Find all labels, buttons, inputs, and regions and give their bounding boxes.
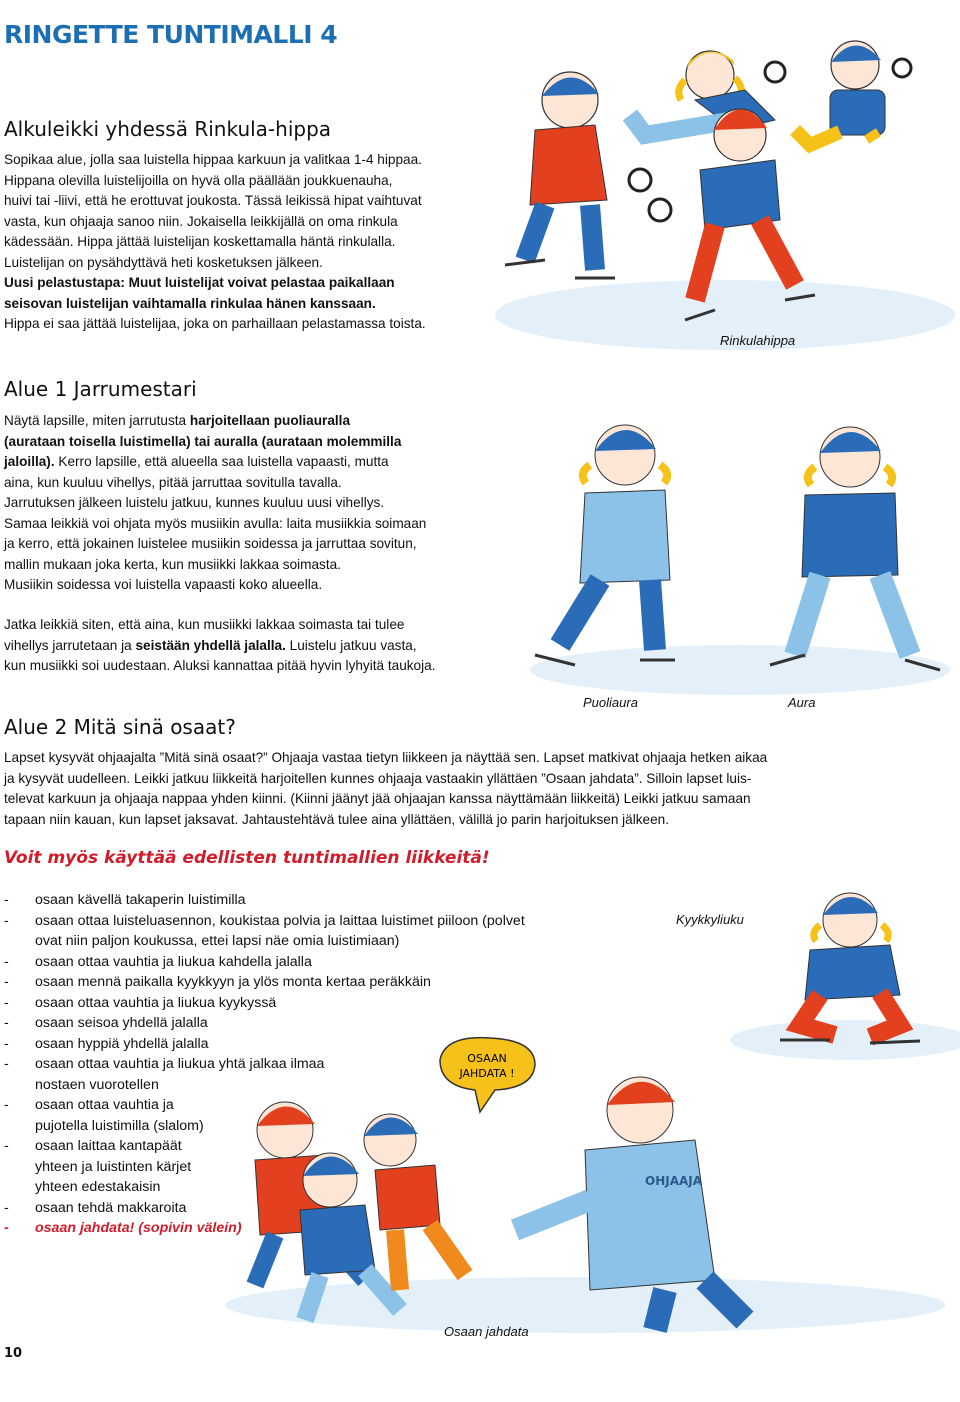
text-line-bold: seisovan luistelijan vaihtamalla rinkulaa hänen kanssaan. <box>4 295 376 311</box>
text-line: Hippa ei saa jättää luistelijaa, joka on parhaillaan pelastamassa toista. <box>4 316 426 331</box>
rinkulahippa-illustration <box>495 20 960 350</box>
text-line: tapaan niin kauan, kun lapset jaksavat. Jahtaustehtävä tulee aina yllättäen, välillä jo parin harjoituksen jälkeen. <box>4 811 670 827</box>
braking-illustration <box>530 415 955 695</box>
text-line: ja kysyvät uudelleen. Leikki jatkuu liikkeitä harjoitellen kunnes ohjaaja vastaakin yllättäen ”Osaan jahdata”. Silloin lapset luis- <box>4 770 752 786</box>
text-line <box>4 411 426 432</box>
caption-rinkulahippa: Rinkulahippa <box>720 333 796 348</box>
list-item-text: osaan laittaa kantapäät <box>35 1138 182 1154</box>
text-line-bold: (aurataan toisella luistimella) tai auralla (aurataan molemmilla <box>4 433 402 449</box>
skater-aura <box>770 427 940 670</box>
list-item-text: osaan tehdä makkaroita <box>35 1199 187 1216</box>
page-title: RINGETTE TUNTIMALLI 4 <box>4 20 338 49</box>
section2-text-2 <box>4 615 435 677</box>
text-line: Hippana olevilla luistelijoilla on hyvä olla päällään joukkuenauha, <box>4 172 393 188</box>
page-number: 10 <box>4 1346 23 1361</box>
list-dash: - <box>4 1056 9 1072</box>
section-heading-mita-sina-osaat: Alue 2 Mitä sinä osaat? <box>4 715 236 739</box>
list-item-text: osaan mennä paikalla kyykkyyn ja ylös monta kertaa peräkkäin <box>35 974 431 990</box>
list-item-text: osaan kävellä takaperin luistimilla <box>35 892 246 908</box>
list-item-text: osaan hyppiä yhdellä jalalla <box>35 1035 209 1052</box>
list-dash: - <box>4 953 9 970</box>
text-run: Näytä lapsille, miten jarrutusta <box>4 413 190 428</box>
skater-figure <box>505 72 651 278</box>
list-item <box>4 952 624 973</box>
caption-osaan-jahdata: Osaan jahdata <box>444 1324 529 1339</box>
list-item-text: osaan ottaa vauhtia ja <box>35 1097 174 1113</box>
text-line: kun musiikki soi uudestaan. Aluksi kannattaa pitää hyvin lyhyitä taukoja. <box>4 658 436 673</box>
text-line: Luistelijan on pysähdyttävä heti kosketuksen jälkeen. <box>4 254 323 270</box>
list-item-text: osaan seisoa yhdellä jalalla <box>35 1015 208 1031</box>
text-run: Kerro lapsille, että alueella saa luistella vapaasti, mutta <box>54 454 389 469</box>
section2-text <box>4 411 426 596</box>
list-dash: - <box>4 1220 9 1236</box>
text-run-bold: harjoitellaan puoliauralla <box>189 413 351 428</box>
text-line: mallin mukaan joka kerta, kun musiikki lakkaa soimasta. <box>4 556 341 572</box>
text-run: Luistelu jatkuu vasta, <box>285 637 417 653</box>
list-item-text: osaan ottaa luisteluasennon, koukistaa polvia ja laittaa luistimet piiloon (polvet <box>35 912 525 929</box>
text-line: vasta, kun ohjaaja sanoo niin. Jokaisella leikkijällä on oma rinkula <box>4 213 398 229</box>
list-item-text: osaan jahdata! (sopivin välein) <box>35 1220 242 1236</box>
bubble-text: JAHDATA ! <box>459 1067 515 1080</box>
caption-puoliaura: Puoliaura <box>583 695 638 710</box>
text-line <box>4 452 426 473</box>
list-dash: - <box>4 912 9 929</box>
list-item-text: yhteen edestakaisin <box>35 1179 161 1195</box>
list-item <box>4 993 624 1014</box>
text-line-bold: Uusi pelastustapa: Muut luistelijat voivat pelastaa paikallaan <box>4 275 395 290</box>
list-item-text: yhteen ja luistinten kärjet <box>35 1158 192 1175</box>
jacket-text: OHJAAJA <box>645 1174 703 1188</box>
section3-text <box>4 748 767 830</box>
text-line: ja kerro, että jokainen luistelee musiikin soidessa ja jarruttaa sovitun, <box>4 536 417 551</box>
section-heading-edelliset-liikkeet: Voit myös käyttää edellisten tuntimallien liikkeitä! <box>4 848 490 868</box>
text-line: Samaa leikkiä voi ohjata myös musiikin avulla: laita musiikkia soimaan <box>4 515 427 531</box>
list-item-text: osaan ottaa vauhtia ja liukua yhtä jalkaa ilmaa <box>35 1056 325 1072</box>
list-item <box>4 911 624 952</box>
text-line <box>4 636 435 657</box>
section-heading-rinkula-hippa: Alkuleikki yhdessä Rinkula-hippa <box>4 117 332 141</box>
list-item <box>4 972 624 993</box>
text-line: Musiikin soidessa voi luistella vapaasti koko alueella. <box>4 577 323 592</box>
list-dash: - <box>4 1199 9 1216</box>
osaan-jahdata-illustration <box>225 1030 960 1330</box>
bubble-text: OSAAN <box>467 1052 507 1065</box>
text-line: huivi tai -liivi, että he erottuvat joukosta. Tässä leikissä hipat vaihtuvat <box>4 193 422 208</box>
list-item-text: osaan ottaa vauhtia ja liukua kyykyssä <box>35 994 277 1011</box>
skater-figure <box>364 1114 465 1290</box>
caption-aura: Aura <box>788 695 816 710</box>
skater-puoliaura <box>535 425 675 665</box>
text-line: Lapset kysyvät ohjaajalta ”Mitä sinä osaat?” Ohjaaja vastaa tietyn liikkeen ja näyttää sen. Lapset matkivat ohjaaja hetken aikaa <box>4 750 768 765</box>
list-dash: - <box>4 974 9 990</box>
text-line: Sopikaa alue, jolla saa luistella hippaa karkuun ja valitkaa 1-4 hippaa. <box>4 152 422 167</box>
skater-figure <box>795 41 911 145</box>
text-line: Jarrutuksen jälkeen luistelu jatkuu, kunnes kuuluu uusi vihellys. <box>4 495 385 510</box>
list-dash: - <box>4 1035 9 1052</box>
section1-text <box>4 150 426 335</box>
text-line: kädessään. Hippa jättää luistelijan koskettamalla häntä rinkulalla. <box>4 234 396 249</box>
speech-bubble <box>440 1038 535 1112</box>
text-run-bold: jaloilla). <box>4 454 55 469</box>
list-dash: - <box>4 1138 9 1154</box>
text-line: aina, kun kuuluu vihellys, pitää jarruttaa sovitulla tavalla. <box>4 474 342 490</box>
list-item-text: ovat niin paljon koukussa, ettei lapsi näe omia luistimiaan) <box>35 933 400 949</box>
section-heading-jarrumestari: Alue 1 Jarrumestari <box>4 377 197 401</box>
list-item-text: pujotella luistimilla (slalom) <box>35 1117 204 1134</box>
list-dash: - <box>4 892 9 908</box>
text-run-bold: seistään yhdellä jalalla. <box>135 637 286 653</box>
list-dash: - <box>4 994 9 1011</box>
list-dash: - <box>4 1097 9 1113</box>
list-item-text: osaan ottaa vauhtia ja liukua kahdella jalalla <box>35 953 312 970</box>
caption-kyykkyliuku: Kyykkyliuku <box>676 912 744 927</box>
text-line: Jatka leikkiä siten, että aina, kun musiikki lakkaa soimasta tai tulee <box>4 617 405 632</box>
text-line: televat karkuun ja ohjaaja nappaa yhden kiinni. (Kiinni jäänyt jää ohjaajan kanssa näyttämään liikkeitä) Leikki jatkuu samaan <box>4 791 751 806</box>
list-dash: - <box>4 1015 9 1031</box>
list-item-text: nostaen vuorotellen <box>35 1076 159 1093</box>
text-run: vihellys jarrutetaan ja <box>4 637 136 653</box>
list-item <box>4 890 624 911</box>
